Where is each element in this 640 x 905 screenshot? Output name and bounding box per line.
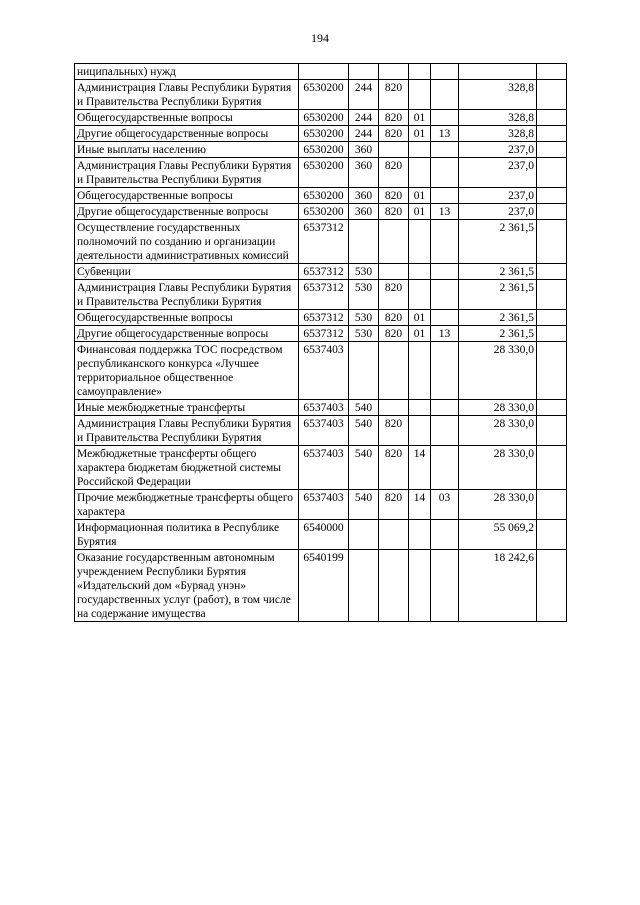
cell-name: Межбюджетные трансферты общего характера бюджетам бюджетной системы Российской Федерации	[75, 446, 299, 490]
cell-section	[409, 142, 431, 158]
table-row	[75, 446, 567, 490]
cell-expense-type: 530	[349, 310, 379, 326]
cell-section	[409, 416, 431, 446]
cell-amount: 237,0	[459, 204, 537, 220]
cell-name: Оказание государственным автономным учреждением Республики Бурятия «Издательский дом «Буряад унэн» государственных услуг (работ), в том числе на содержание имущества	[75, 550, 299, 622]
table-row	[75, 264, 567, 280]
table-row	[75, 520, 567, 550]
table-row	[75, 220, 567, 264]
cell-subsection	[431, 264, 459, 280]
cell-section	[409, 520, 431, 550]
cell-section	[409, 400, 431, 416]
cell-target-article: 6530200	[299, 188, 349, 204]
cell-subsection	[431, 142, 459, 158]
cell-section: 01	[409, 204, 431, 220]
cell-extra	[537, 326, 567, 342]
cell-expense-type: 244	[349, 110, 379, 126]
cell-target-article: 6537403	[299, 490, 349, 520]
cell-expense-type: 540	[349, 400, 379, 416]
cell-name: Финансовая поддержка ТОС посредством республиканского конкурса «Лучшее территориальное общественное самоуправление»	[75, 342, 299, 400]
cell-administrator: 820	[379, 416, 409, 446]
cell-subsection	[431, 220, 459, 264]
cell-name: Осуществление государственных полномочий по созданию и организации деятельности административных комиссий	[75, 220, 299, 264]
cell-subsection	[431, 342, 459, 400]
cell-expense-type: 360	[349, 158, 379, 188]
table-row	[75, 400, 567, 416]
cell-target-article: 6530200	[299, 110, 349, 126]
cell-section: 01	[409, 188, 431, 204]
cell-administrator: 820	[379, 126, 409, 142]
cell-extra	[537, 158, 567, 188]
table-row	[75, 188, 567, 204]
cell-target-article: 6537312	[299, 280, 349, 310]
cell-target-article	[299, 64, 349, 80]
cell-extra	[537, 64, 567, 80]
cell-administrator	[379, 264, 409, 280]
cell-amount	[459, 64, 537, 80]
cell-subsection	[431, 520, 459, 550]
cell-name: ниципальных) нужд	[75, 64, 299, 80]
cell-expense-type	[349, 64, 379, 80]
cell-section	[409, 80, 431, 110]
cell-target-article: 6537312	[299, 264, 349, 280]
budget-table	[74, 63, 567, 622]
cell-extra	[537, 264, 567, 280]
cell-name: Другие общегосударственные вопросы	[75, 204, 299, 220]
cell-expense-type: 540	[349, 490, 379, 520]
cell-extra	[537, 550, 567, 622]
cell-section	[409, 220, 431, 264]
cell-target-article: 6530200	[299, 80, 349, 110]
cell-amount: 28 330,0	[459, 446, 537, 490]
cell-subsection	[431, 310, 459, 326]
cell-extra	[537, 400, 567, 416]
cell-section	[409, 158, 431, 188]
cell-target-article: 6537312	[299, 326, 349, 342]
cell-amount: 18 242,6	[459, 550, 537, 622]
cell-subsection	[431, 188, 459, 204]
cell-expense-type: 244	[349, 126, 379, 142]
cell-name: Другие общегосударственные вопросы	[75, 126, 299, 142]
cell-name: Иные межбюджетные трансферты	[75, 400, 299, 416]
cell-subsection	[431, 64, 459, 80]
cell-subsection	[431, 280, 459, 310]
cell-expense-type: 360	[349, 142, 379, 158]
cell-administrator	[379, 64, 409, 80]
cell-subsection: 03	[431, 490, 459, 520]
cell-extra	[537, 126, 567, 142]
table-row	[75, 416, 567, 446]
cell-target-article: 6537403	[299, 416, 349, 446]
cell-administrator: 820	[379, 490, 409, 520]
cell-expense-type: 530	[349, 326, 379, 342]
cell-amount: 328,8	[459, 80, 537, 110]
cell-expense-type	[349, 520, 379, 550]
budget-table-body	[75, 64, 567, 622]
cell-expense-type	[349, 220, 379, 264]
cell-target-article: 6540199	[299, 550, 349, 622]
cell-amount: 28 330,0	[459, 400, 537, 416]
cell-amount: 2 361,5	[459, 280, 537, 310]
page-number: 194	[311, 31, 329, 45]
cell-administrator: 820	[379, 110, 409, 126]
cell-target-article: 6537312	[299, 310, 349, 326]
cell-extra	[537, 490, 567, 520]
cell-administrator	[379, 520, 409, 550]
cell-administrator: 820	[379, 326, 409, 342]
cell-administrator: 820	[379, 204, 409, 220]
cell-subsection	[431, 158, 459, 188]
cell-expense-type: 540	[349, 446, 379, 490]
cell-amount: 237,0	[459, 188, 537, 204]
cell-target-article: 6530200	[299, 142, 349, 158]
cell-amount: 2 361,5	[459, 264, 537, 280]
cell-administrator	[379, 342, 409, 400]
table-row	[75, 550, 567, 622]
cell-amount: 328,8	[459, 110, 537, 126]
cell-expense-type: 360	[349, 188, 379, 204]
cell-section: 01	[409, 326, 431, 342]
cell-administrator: 820	[379, 310, 409, 326]
cell-subsection	[431, 416, 459, 446]
cell-target-article: 6537403	[299, 446, 349, 490]
cell-name: Информационная политика в Республике Бурятия	[75, 520, 299, 550]
cell-amount: 328,8	[459, 126, 537, 142]
cell-name: Субвенции	[75, 264, 299, 280]
cell-administrator: 820	[379, 80, 409, 110]
cell-amount: 2 361,5	[459, 310, 537, 326]
cell-administrator	[379, 550, 409, 622]
cell-subsection: 13	[431, 326, 459, 342]
cell-subsection	[431, 446, 459, 490]
table-row	[75, 310, 567, 326]
cell-target-article: 6530200	[299, 158, 349, 188]
table-row	[75, 80, 567, 110]
cell-extra	[537, 310, 567, 326]
table-row	[75, 110, 567, 126]
table-row	[75, 204, 567, 220]
cell-extra	[537, 142, 567, 158]
cell-section: 14	[409, 490, 431, 520]
cell-subsection: 13	[431, 204, 459, 220]
cell-amount: 2 361,5	[459, 220, 537, 264]
cell-section	[409, 342, 431, 400]
cell-name: Общегосударственные вопросы	[75, 188, 299, 204]
table-row	[75, 64, 567, 80]
cell-name: Администрация Главы Республики Бурятия и Правительства Республики Бурятия	[75, 280, 299, 310]
cell-subsection: 13	[431, 126, 459, 142]
cell-name: Общегосударственные вопросы	[75, 310, 299, 326]
cell-target-article: 6537403	[299, 400, 349, 416]
cell-amount: 28 330,0	[459, 490, 537, 520]
cell-amount: 28 330,0	[459, 342, 537, 400]
cell-expense-type: 540	[349, 416, 379, 446]
table-row	[75, 326, 567, 342]
cell-target-article: 6537403	[299, 342, 349, 400]
table-row	[75, 142, 567, 158]
cell-name: Общегосударственные вопросы	[75, 110, 299, 126]
cell-extra	[537, 520, 567, 550]
cell-amount: 2 361,5	[459, 326, 537, 342]
cell-amount: 55 069,2	[459, 520, 537, 550]
cell-section	[409, 550, 431, 622]
cell-administrator	[379, 220, 409, 264]
table-row	[75, 126, 567, 142]
cell-section: 14	[409, 446, 431, 490]
cell-name: Иные выплаты населению	[75, 142, 299, 158]
cell-section	[409, 280, 431, 310]
cell-section: 01	[409, 126, 431, 142]
cell-extra	[537, 220, 567, 264]
cell-extra	[537, 342, 567, 400]
cell-section: 01	[409, 310, 431, 326]
cell-amount: 237,0	[459, 158, 537, 188]
cell-name: Администрация Главы Республики Бурятия и Правительства Республики Бурятия	[75, 80, 299, 110]
cell-expense-type	[349, 550, 379, 622]
cell-amount: 237,0	[459, 142, 537, 158]
cell-amount: 28 330,0	[459, 416, 537, 446]
cell-expense-type: 530	[349, 264, 379, 280]
table-row	[75, 280, 567, 310]
cell-extra	[537, 416, 567, 446]
cell-extra	[537, 110, 567, 126]
cell-extra	[537, 80, 567, 110]
cell-subsection	[431, 400, 459, 416]
cell-extra	[537, 204, 567, 220]
cell-administrator: 820	[379, 280, 409, 310]
table-row	[75, 490, 567, 520]
cell-target-article: 6530200	[299, 204, 349, 220]
cell-target-article: 6530200	[299, 126, 349, 142]
cell-target-article: 6540000	[299, 520, 349, 550]
cell-subsection	[431, 80, 459, 110]
cell-name: Администрация Главы Республики Бурятия и Правительства Республики Бурятия	[75, 416, 299, 446]
cell-administrator	[379, 400, 409, 416]
cell-administrator	[379, 142, 409, 158]
cell-section: 01	[409, 110, 431, 126]
cell-administrator: 820	[379, 188, 409, 204]
table-row	[75, 158, 567, 188]
cell-name: Прочие межбюджетные трансферты общего характера	[75, 490, 299, 520]
cell-expense-type: 360	[349, 204, 379, 220]
cell-extra	[537, 280, 567, 310]
cell-administrator: 820	[379, 158, 409, 188]
cell-name: Другие общегосударственные вопросы	[75, 326, 299, 342]
cell-name: Администрация Главы Республики Бурятия и Правительства Республики Бурятия	[75, 158, 299, 188]
cell-subsection	[431, 110, 459, 126]
cell-expense-type: 530	[349, 280, 379, 310]
cell-extra	[537, 188, 567, 204]
cell-administrator: 820	[379, 446, 409, 490]
cell-subsection	[431, 550, 459, 622]
cell-section	[409, 264, 431, 280]
cell-extra	[537, 446, 567, 490]
cell-expense-type: 244	[349, 80, 379, 110]
cell-target-article: 6537312	[299, 220, 349, 264]
cell-expense-type	[349, 342, 379, 400]
table-row	[75, 342, 567, 400]
cell-section	[409, 64, 431, 80]
